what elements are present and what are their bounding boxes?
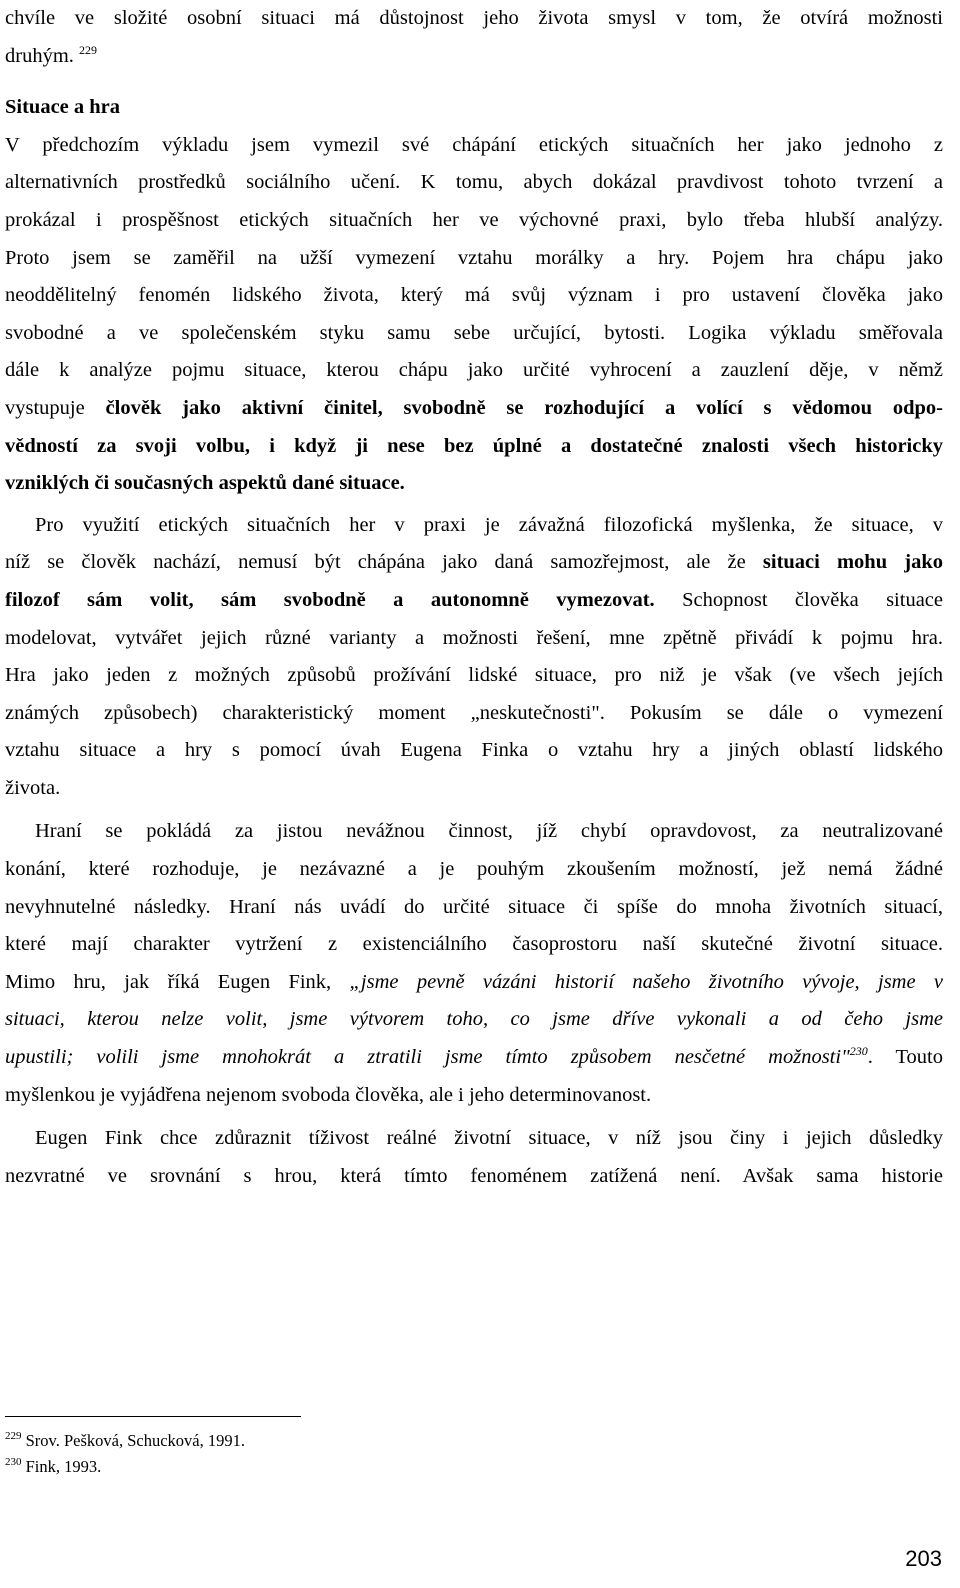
paragraph-1 — [5, 127, 943, 503]
line — [5, 1039, 943, 1077]
paragraph-4 — [5, 1120, 943, 1195]
footnote-text: Fink, 1993. — [25, 1457, 102, 1476]
footnote-ref-230 — [850, 1044, 868, 1058]
bold-text: vzniklých či současných aspektů dané situace. — [5, 472, 405, 495]
line — [5, 390, 943, 428]
body-text — [5, 0, 943, 1195]
footnote-number: 230 — [5, 1456, 22, 1468]
footnote-number: 229 — [5, 1430, 22, 1442]
section-heading — [5, 89, 943, 127]
line: Eugen Fink chce zdůraznit tíživost reálné životní situace, v níž jsou činy i jejich důsledky — [35, 1127, 943, 1150]
footnote-separator — [5, 1416, 301, 1417]
page-number: 203 — [905, 1546, 942, 1571]
footnote-ref-229: 229 — [79, 42, 98, 57]
line — [5, 582, 943, 620]
line: života. — [5, 776, 61, 799]
quote-text: situaci, kterou nelze volit, jsme výtvorem toho, co jsme dříve vykonali a od čeho jsme — [5, 1008, 943, 1031]
heading-text: Situace a hra — [5, 96, 121, 119]
paragraph-3 — [5, 813, 943, 1114]
line-text: Schopnost člověka situace — [654, 588, 943, 611]
line: neoddělitelný fenomén lidského života, který má svůj význam i pro ustavení člověka jako — [5, 284, 943, 307]
line — [5, 465, 943, 503]
line: modelovat, vytvářet jejich různé varianty a možnosti řešení, mne zpětně přivádí k pojmu hra. — [5, 626, 943, 649]
line: prokázal i prospěšnost etických situačních her ve výchovné praxi, bylo třeba hlubší analýzy. — [5, 208, 943, 231]
footnote-230 — [5, 1454, 245, 1480]
line: vztahu situace a hry s pomocí úvah Eugena Finka o vztahu hry a jiných oblastí lidského — [5, 739, 943, 762]
line: známých způsobech) charakteristický moment „neskutečnosti". Pokusím se dále o vymezení — [5, 701, 943, 724]
line: které mají charakter vytržení z existenciálního časoprostoru naší skutečné životní situace. — [5, 933, 943, 956]
line — [5, 38, 943, 76]
quote-text: „jsme pevně vázáni historií našeho životního vývoje, jsme v — [349, 970, 943, 993]
line: myšlenkou je vyjádřena nejenom svoboda člověka, ale i jeho determinovanost. — [5, 1083, 652, 1106]
line: dále k analýze pojmu situace, kterou chápu jako určité vyhrocení a zauzlení děje, v němž — [5, 359, 943, 382]
paragraph-0 — [5, 0, 943, 75]
line: Hra jako jeden z možných způsobů prožívání lidské situace, pro niž je však (ve všech jejích — [5, 664, 943, 687]
line: alternativních prostředků sociálního učení. K tomu, abych dokázal pravdivost tohoto tvrzení a — [5, 171, 943, 194]
line-text: níž se člověk nachází, nemusí být chápána jako daná samozřejmost, ale že — [5, 551, 763, 574]
line: V předchozím výkladu jsem vymezil své chápání etických situačních her jako jednoho z — [5, 133, 943, 156]
line: svobodné a ve společenském styku samu sebe určující, bytosti. Logika výkladu směřovala — [5, 321, 943, 344]
line-text: . Touto — [867, 1046, 943, 1069]
line — [5, 428, 943, 466]
bold-text: filozof sám volit, sám svobodně a autonomně vymezovat. — [5, 588, 655, 611]
footnotes — [5, 1428, 245, 1480]
bold-text: člověk jako aktivní činitel, svobodně se rozhodující a volící s vědomou odpo- — [105, 396, 944, 419]
line: konání, které rozhoduje, je nezávazné a je pouhým zkoušením možností, jež nemá žádné — [5, 858, 943, 881]
line — [5, 964, 943, 1002]
line: chvíle ve složité osobní situaci má důstojnost jeho života smysl v tom, že otvírá možnosti — [5, 7, 943, 29]
line-text: Mimo hru, jak říká Eugen Fink, — [5, 970, 350, 993]
footnote-229 — [5, 1428, 245, 1454]
paragraph-2 — [5, 507, 943, 808]
bold-text: vědností za svoji volbu, i když ji nese bez úplné a dostatečné znalosti všech historicky — [5, 434, 943, 457]
line — [5, 1001, 943, 1039]
line — [5, 544, 943, 582]
line: nezvratné ve srovnání s hrou, která tímto fenoménem zatížená není. Avšak sama historie — [5, 1164, 943, 1187]
line-text: druhým. — [5, 44, 74, 67]
line-text: vystupuje — [5, 396, 106, 419]
quote-text: upustili; volili jsme mnohokrát a ztratili jsme tímto způsobem nesčetné možnosti" — [5, 1046, 850, 1069]
footnote-ref-text: 230 — [849, 1044, 868, 1059]
bold-text: situaci mohu jako — [762, 551, 943, 574]
line: nevyhnutelné následky. Hraní nás uvádí do určité situace či spíše do mnoha životních situací, — [5, 895, 943, 918]
line: Pro využití etických situačních her v praxi je závažná filozofická myšlenka, že situace, v — [35, 513, 943, 536]
footnote-text: Srov. Pešková, Schucková, 1991. — [25, 1431, 245, 1450]
line: Hraní se pokládá za jistou nevážnou činnost, jíž chybí opravdovost, za neutralizované — [35, 820, 943, 843]
line: Proto jsem se zaměřil na užší vymezení vztahu morálky a hry. Pojem hra chápu jako — [5, 246, 943, 269]
spacer — [5, 75, 943, 83]
